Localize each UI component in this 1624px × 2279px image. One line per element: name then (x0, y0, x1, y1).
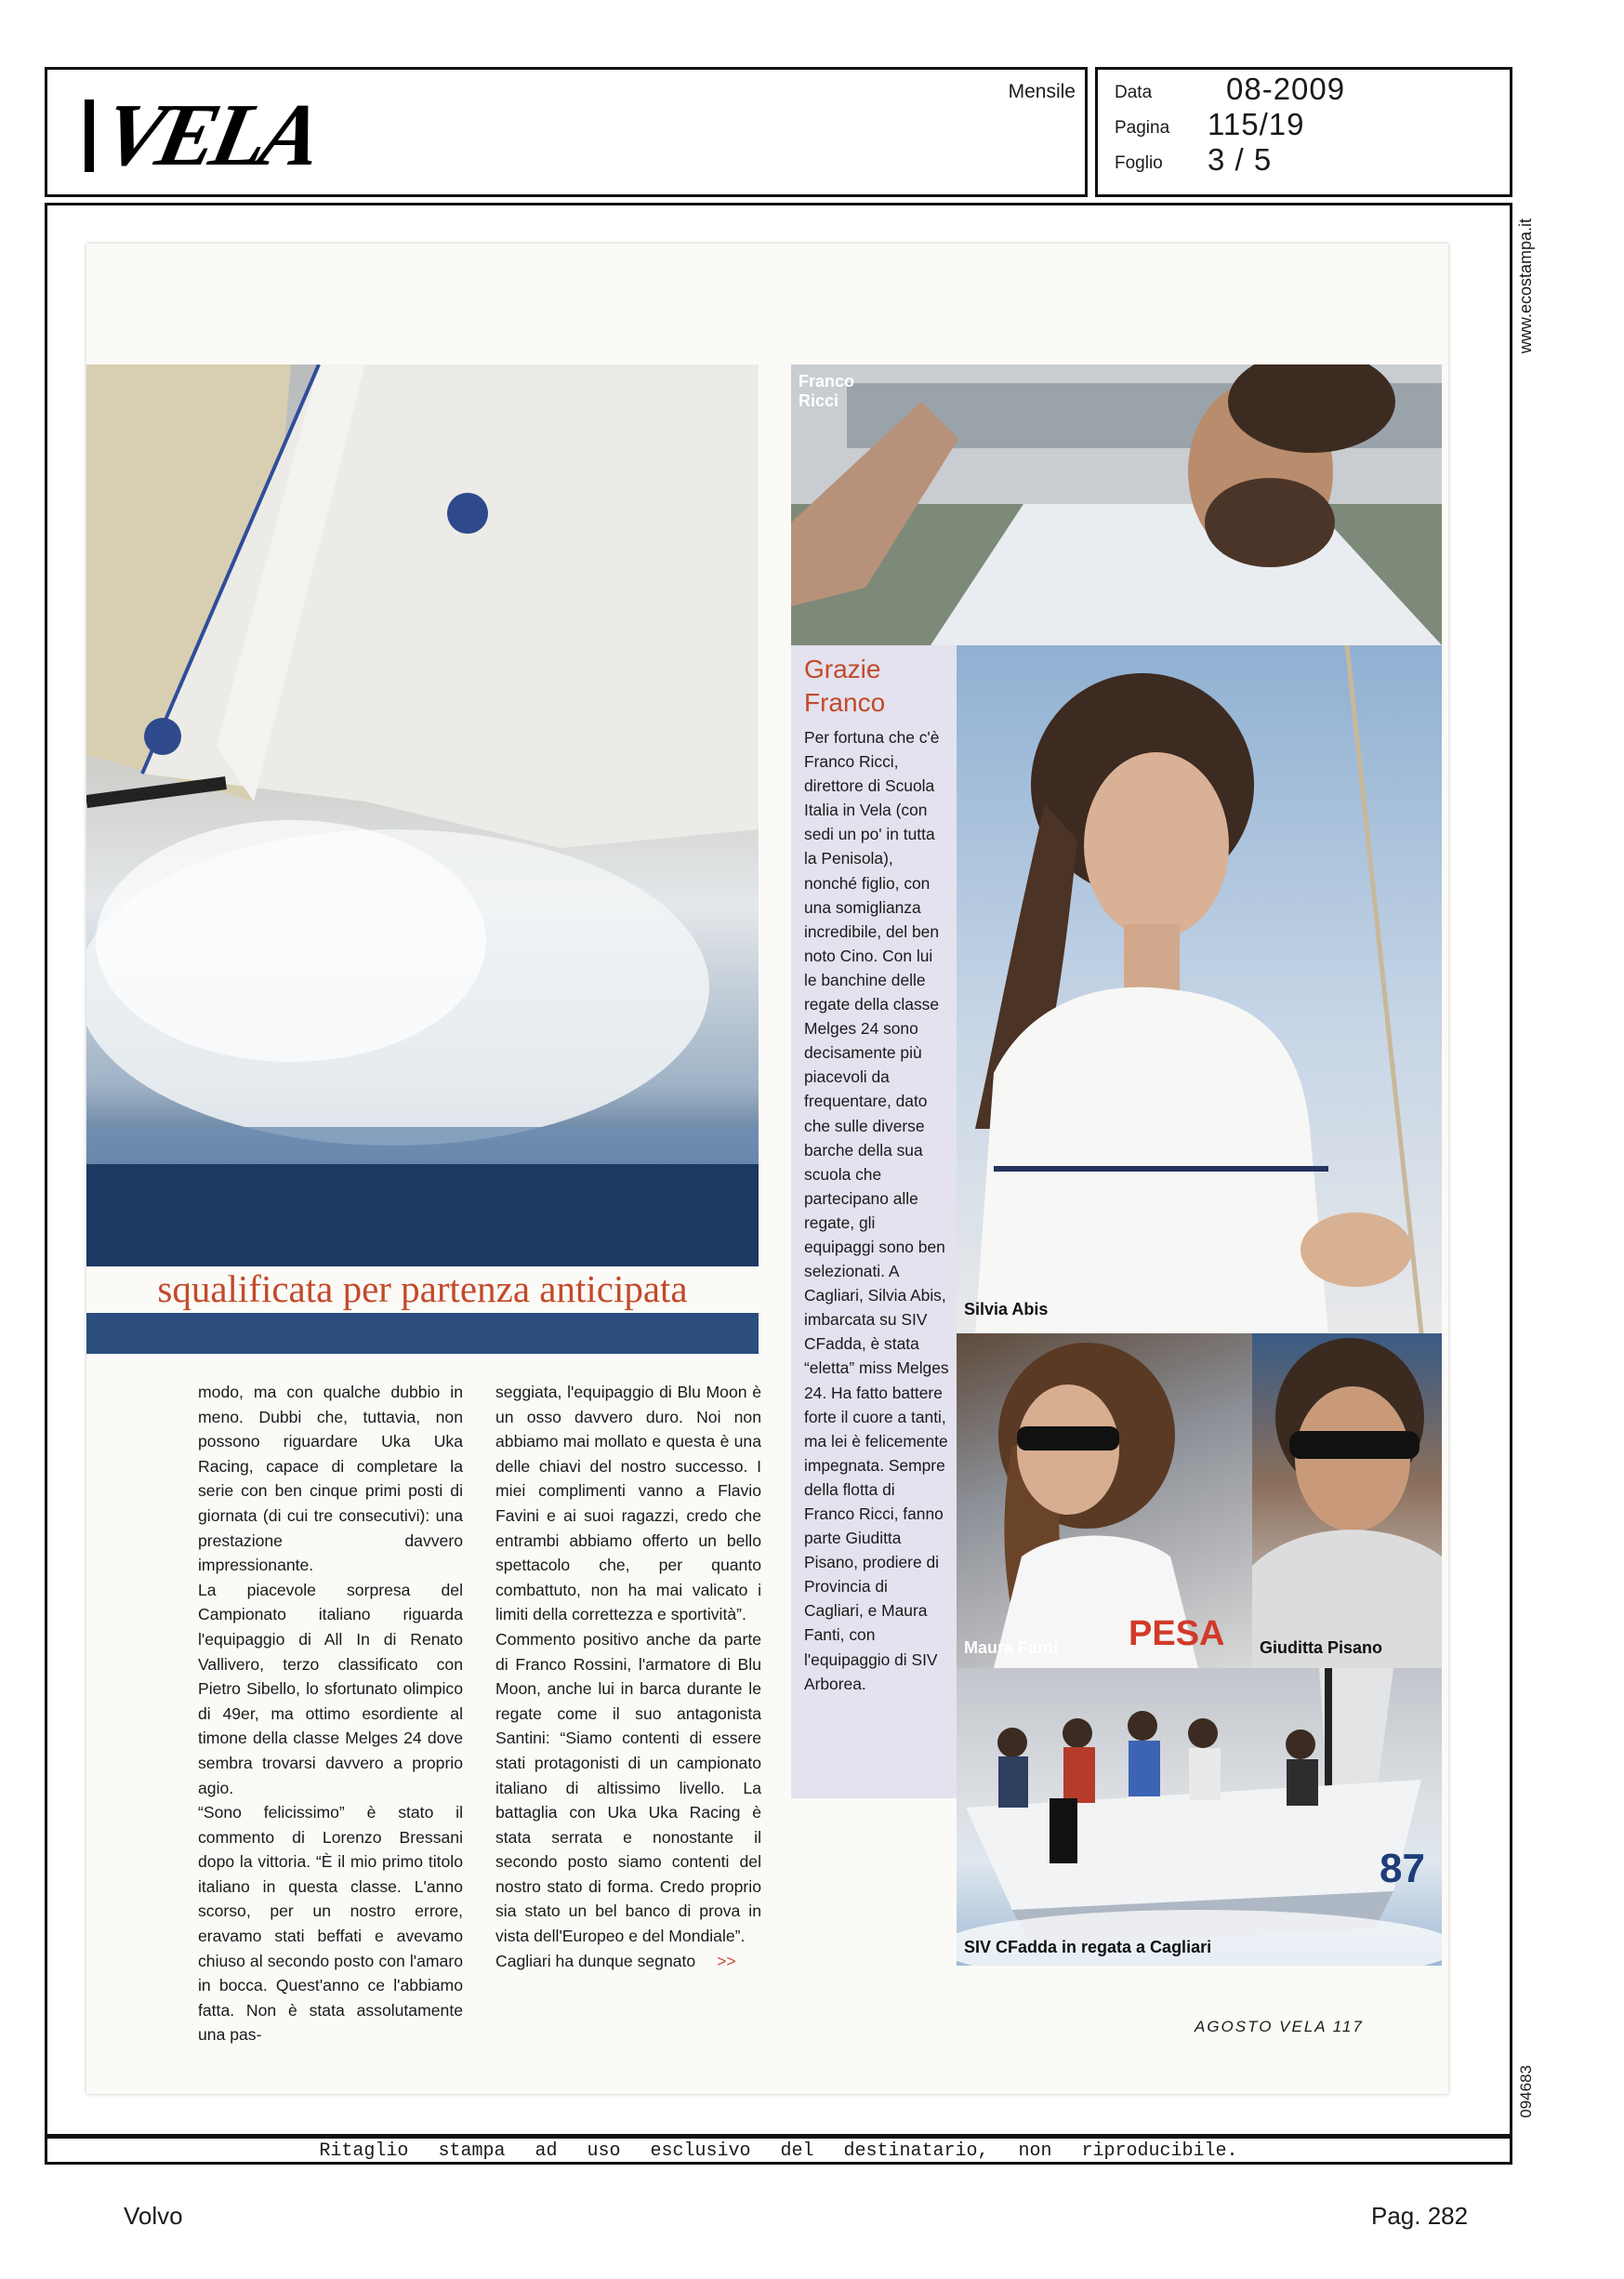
article-column-1 (198, 1380, 463, 2047)
giuditta-pisano-photo (1252, 1333, 1442, 1668)
page-number: Pag. 282 (1371, 2202, 1469, 2230)
article-column-2 (495, 1380, 761, 1973)
sail-number: 87 (1380, 1846, 1425, 1891)
sidebar-title-line1: Grazie (804, 655, 881, 683)
foglio-label: Foglio (1115, 153, 1163, 173)
maura-fanti-photo (957, 1333, 1252, 1668)
siv-cfadda-boat-photo (957, 1668, 1442, 1966)
footer-notice-box (45, 2134, 1512, 2165)
side-code: 094683 (1517, 2065, 1535, 2118)
foglio-value: 3 / 5 (1208, 142, 1273, 177)
sailing-spray-photo (86, 364, 759, 1266)
magazine-page (86, 244, 1448, 2094)
pagina-value: 115/19 (1208, 107, 1305, 141)
article-headline: squalificata per partenza anticipata (157, 1267, 688, 1310)
caption-franco-ricci (799, 372, 854, 411)
headline-bar (86, 1313, 759, 1354)
caption-silvia-abis: Silvia Abis (964, 1300, 1049, 1318)
header-masthead (45, 67, 1088, 197)
vela-logo: VELA (94, 85, 327, 184)
caption-ricci-line1: Franco (799, 372, 855, 391)
col1-paragraph: “Sono felicissimo” è stato il commento di Lorenzo Bressani dopo la vittoria. “È il mio primo titolo italiano in questa classe. L'anno scorso, per un nostro errore, eravamo stati beffati e avevamo chiuso al secondo posto con l'amaro in bocca. Quest'anno ce l'abbiamo fatta. Non è stata assolutamente una pas- (198, 1803, 463, 2045)
col2-last-line: Cagliari ha dunque segnato (495, 1951, 696, 1970)
caption-giuditta-pisano: Giuditta Pisano (1260, 1638, 1383, 1657)
silvia-abis-photo (957, 645, 1442, 1333)
franco-ricci-photo (791, 364, 1442, 645)
caption-boat: SIV CFadda in regata a Cagliari (964, 1938, 1212, 1956)
page-folio: AGOSTO VELA 117 (1195, 2018, 1364, 2035)
caption-maura-fanti: Maura Fanti (964, 1638, 1059, 1657)
tshirt-print: PESA (1129, 1614, 1225, 1653)
side-url: www.ecostampa.it (1516, 219, 1535, 354)
continue-mark: >> (717, 1951, 736, 1970)
col2-paragraph (495, 1949, 761, 1974)
header-meta (1095, 67, 1512, 197)
data-label: Data (1115, 83, 1153, 102)
data-value: 08-2009 (1226, 72, 1346, 106)
pagina-label: Pagina (1115, 118, 1170, 138)
col1-paragraph: La piacevole sorpresa del Campionato italiano riguarda l'equipaggio di All In di Renato Vallivero, terzo classificato con Pietro Sibello, lo sfortunato olimpico di 49er, ma ottimo esordiente al timone della classe Melges 24 dove sembra trovarsi davvero a proprio agio. (198, 1580, 463, 1797)
client-name: Volvo (124, 2202, 183, 2230)
periodicity: Mensile (1008, 81, 1076, 102)
logo-side-strip (85, 99, 94, 172)
caption-ricci-line2: Ricci (799, 391, 839, 410)
col1-paragraph: modo, ma con qualche dubbio in meno. Dubbi che, tuttavia, non possono riguardare Uka Uka Racing, capace di completare la serie con ben cinque primi posti di giornata (di cui tre consecutivi): una prestazione davvero impressionante. (198, 1383, 463, 1575)
col2-paragraph: Commento positivo anche da parte di Franco Rossini, l'armatore di Blu Moon, anche lui in barca durante le regate come il suo antagonista Santini: “Siamo contenti di essere stati protagonisti di un campionato italiano di altissimo livello. La battaglia con Uka Uka Racing è stata serrata e nonostante il secondo posto siamo contenti del nostro stato di forma. Credo proprio sia stato un bel banco di prova in vista dell'Europeo e del Mondiale”. (495, 1629, 761, 1946)
sidebar-title-line2: Franco (804, 688, 886, 717)
footer-notice: Ritaglio stampa ad uso esclusivo del destinatario, non riproducibile. (319, 2140, 1238, 2162)
sidebar-title (804, 653, 885, 720)
col2-paragraph: seggiata, l'equipaggio di Blu Moon è un osso davvero duro. Noi non abbiamo mai mollato e questa è una delle chiavi del nostro successo. I miei complimenti vanno a Flavio Favini e ai suoi ragazzi, credo che entrambi abbiamo offerto un bello spettacolo che, per quanto combattuto, non ha mai valicato i limiti della correttezza e sportività”. (495, 1383, 761, 1624)
sidebar-text: Per fortuna che c'è Franco Ricci, direttore di Scuola Italia in Vela (con sedi un po' in tutta la Penisola), nonché figlio, con una somiglianza incredibile, del ben noto Cino. Con lui le banchine delle regate della classe Melges 24 sono decisamente più piacevoli da frequentare, dato che sulle diverse barche della sua scuola che partecipano alle regate, gli equipaggi sono ben selezionati. A Cagliari, Silvia Abis, imbarcata su SIV CFadda, è stata “eletta” miss Melges 24. Ha fatto battere forte il cuore a tanti, ma lei è felicemente impegnata. Sempre della flotta di Franco Ricci, fanno parte Giuditta Pisano, prodiere di Provincia di Cagliari, e Maura Fanti, con l'equipaggio di SIV Arborea. (804, 728, 949, 1693)
